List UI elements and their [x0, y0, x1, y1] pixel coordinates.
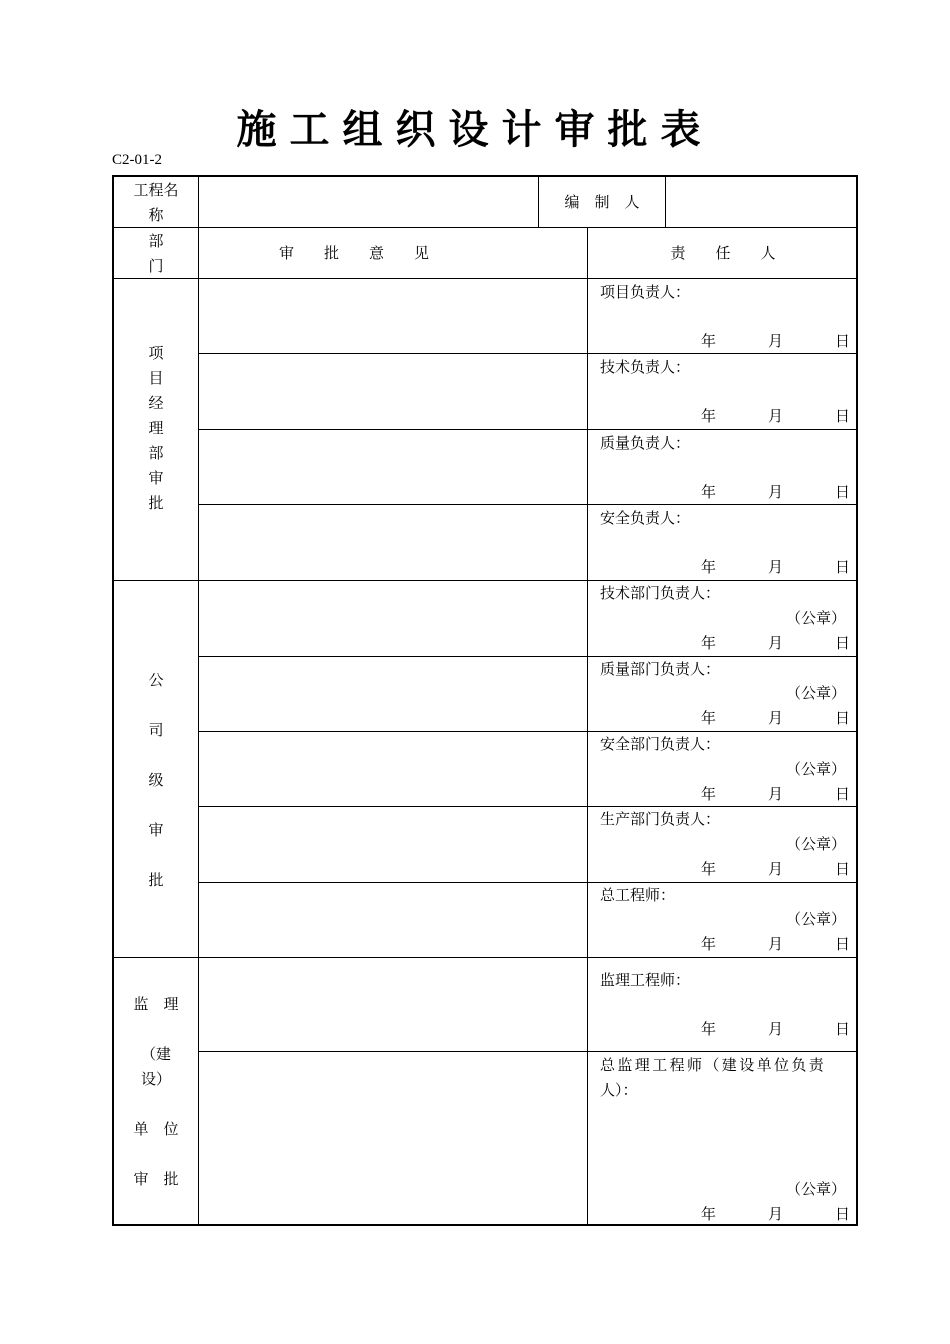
- opinion-field[interactable]: [199, 581, 587, 656]
- seal-label: （公章）: [785, 835, 846, 853]
- seal-label: （公章）: [785, 760, 846, 778]
- opinion-field[interactable]: [199, 958, 587, 1051]
- seal-label: （公章）: [785, 684, 846, 702]
- dept-label: 部 门: [148, 232, 164, 275]
- opinion-field[interactable]: [199, 505, 587, 580]
- responsible-label: 质量负责人：: [600, 434, 691, 452]
- compiler-field[interactable]: [666, 177, 858, 227]
- responsible-label: 总工程师：: [600, 886, 676, 904]
- opinion-field[interactable]: [199, 279, 587, 353]
- section-supervision-label: 监 理 （建 设） 单 位 审 批: [133, 995, 179, 1188]
- opinion-field[interactable]: [199, 657, 587, 731]
- section-project-dept-label: 项 目 经 理 部 审 批: [148, 344, 164, 512]
- compiler-label: 编 制 人: [564, 193, 640, 211]
- seal-label: （公章）: [785, 910, 846, 928]
- responsible-label: 质量部门负责人：: [600, 660, 721, 678]
- project-name-field[interactable]: [199, 177, 538, 227]
- responsible-label: 总监理工程师（建设单位负责: [600, 1056, 827, 1074]
- opinion-field[interactable]: [199, 732, 587, 806]
- opinion-header: 审 批 意 见: [278, 244, 429, 262]
- divider: [114, 227, 858, 228]
- responsible-label: 安全部门负责人：: [600, 735, 721, 753]
- responsible-label: 技术部门负责人：: [600, 584, 721, 602]
- project-name-label: 工程名 称: [133, 181, 179, 224]
- responsible-label: 项目负责人：: [600, 283, 691, 301]
- approval-table: 工程名 称 编 制 人 部 门 审 批 意 见 责 任 人 项 目 经 理 部 审 批 公 司 级 审 批 监 理 （建 设） 单 位 审 批 项目负责人： 年 月 日 技术负责人： 年 月 日 质量负责人： 年 月 日 安全负责人： 年 月 日 技术部门负责人： （公章） 年 月 日 质量部门负责人： （公章） 年 月 日 安全部门负责人： （公章） 年 月 日 生产部门负责人： （公章） 年 月 日 总工程师： （公章） 年 月 日 监理工程师： 年 月 日 总监理工程师（建设单位负责 人）： （公章） 年 月 日: [112, 175, 858, 1226]
- responsible-label: 人）：: [600, 1081, 638, 1099]
- responsible-label: 技术负责人：: [600, 358, 691, 376]
- opinion-field[interactable]: [199, 354, 587, 429]
- responsible-header: 责 任 人: [670, 244, 776, 262]
- responsible-label: 监理工程师：: [600, 971, 691, 989]
- form-code: C2-01-2: [112, 152, 162, 168]
- opinion-field[interactable]: [199, 430, 587, 504]
- page-title: 施工组织设计审批表: [236, 107, 714, 153]
- seal-label: （公章）: [785, 1180, 846, 1198]
- responsible-label: 生产部门负责人：: [600, 810, 721, 828]
- divider: [587, 227, 588, 1226]
- section-company-label: 公 司 级 审 批: [148, 671, 164, 889]
- opinion-field[interactable]: [199, 1052, 587, 1226]
- opinion-field[interactable]: [199, 883, 587, 957]
- responsible-label: 安全负责人：: [600, 509, 691, 527]
- seal-label: （公章）: [785, 609, 846, 627]
- opinion-field[interactable]: [199, 807, 587, 882]
